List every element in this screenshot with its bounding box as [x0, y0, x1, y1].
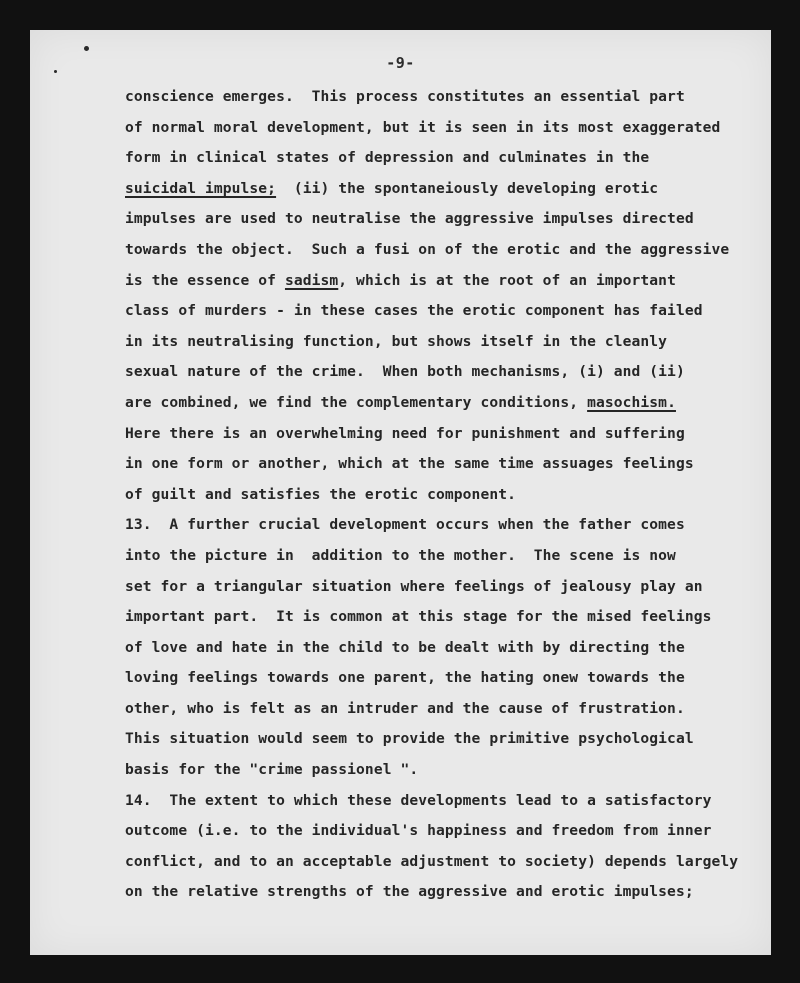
text-line — [125, 388, 765, 419]
text-line — [125, 786, 765, 817]
text-line — [125, 816, 765, 847]
text-line — [125, 847, 765, 878]
text-line — [125, 235, 765, 266]
text-run: other, who is felt as an intruder and the cause of frustration. — [125, 699, 685, 717]
text-line — [125, 694, 765, 725]
text-run: into the picture in addition to the mother. The scene is now — [125, 546, 676, 564]
text-line — [125, 296, 765, 327]
text-line — [125, 510, 765, 541]
text-line — [125, 480, 765, 511]
text-run: impulses are used to neutralise the aggressive impulses directed — [125, 210, 694, 228]
text-run: on the relative strengths of the aggressive and erotic impulses; — [125, 883, 694, 901]
text-run: outcome (i.e. to the individual's happiness and freedom from inner — [125, 822, 712, 840]
text-run: conflict, and to an acceptable adjustment to society) depends largely — [125, 852, 739, 870]
text-line — [125, 143, 765, 174]
text-run: of love and hate in the child to be dealt with by directing the — [125, 638, 685, 656]
text-line — [125, 877, 765, 908]
text-line — [125, 449, 765, 480]
text-line — [125, 204, 765, 235]
text-line — [125, 82, 765, 113]
text-line — [125, 755, 765, 786]
text-line — [125, 602, 765, 633]
underlined-term: masochism. — [587, 393, 676, 411]
text-run: basis for the "crime passionel ". — [125, 761, 419, 779]
underlined-term: suicidal impulse; — [125, 179, 277, 197]
text-run: This situation would seem to provide the primitive psychological — [125, 730, 694, 748]
text-line — [125, 357, 765, 388]
text-line — [125, 174, 765, 205]
text-line — [125, 327, 765, 358]
text-run: is the essence of — [125, 271, 285, 289]
text-line — [125, 663, 765, 694]
text-run: of guilt and satisfies the erotic component. — [125, 485, 516, 503]
text-run: class of murders - in these cases the erotic component has failed — [125, 302, 703, 320]
text-run: 14. The extent to which these developments lead to a satisfactory — [125, 791, 712, 809]
text-run: set for a triangular situation where feelings of jealousy play an — [125, 577, 703, 595]
text-run: , which is at the root of an important — [338, 271, 676, 289]
text-run: towards the object. Such a fusi on of the erotic and the aggressive — [125, 240, 730, 258]
text-run: in its neutralising function, but shows itself in the cleanly — [125, 332, 668, 350]
text-run: 13. A further crucial development occurs when the father comes — [125, 516, 685, 534]
text-line — [125, 633, 765, 664]
text-run: in one form or another, which at the same time assuages feelings — [125, 455, 694, 473]
text-run: form in clinical states of depression and culminates in the — [125, 149, 650, 167]
body-text — [125, 82, 765, 908]
text-run: Here there is an overwhelming need for punishment and suffering — [125, 424, 685, 442]
text-run: sexual nature of the crime. When both mechanisms, (i) and (ii) — [125, 363, 685, 381]
text-run: (ii) the spontaneiously developing erotic — [276, 179, 659, 197]
document-page — [30, 30, 771, 955]
text-line — [125, 724, 765, 755]
text-run: loving feelings towards one parent, the hating onew towards the — [125, 669, 685, 687]
text-run: of normal moral development, but it is seen in its most exaggerated — [125, 118, 721, 136]
text-line — [125, 113, 765, 144]
text-run: are combined, we find the complementary conditions, — [125, 393, 588, 411]
text-run: important part. It is common at this stage for the mised feelings — [125, 608, 712, 626]
text-line — [125, 266, 765, 297]
text-line — [125, 541, 765, 572]
text-line — [125, 419, 765, 450]
underlined-term: sadism — [284, 271, 339, 289]
page-number: -9- — [386, 54, 415, 72]
text-line — [125, 572, 765, 603]
punch-hole-mark — [84, 46, 89, 51]
text-run: conscience emerges. This process constitutes an essential part — [125, 88, 685, 105]
